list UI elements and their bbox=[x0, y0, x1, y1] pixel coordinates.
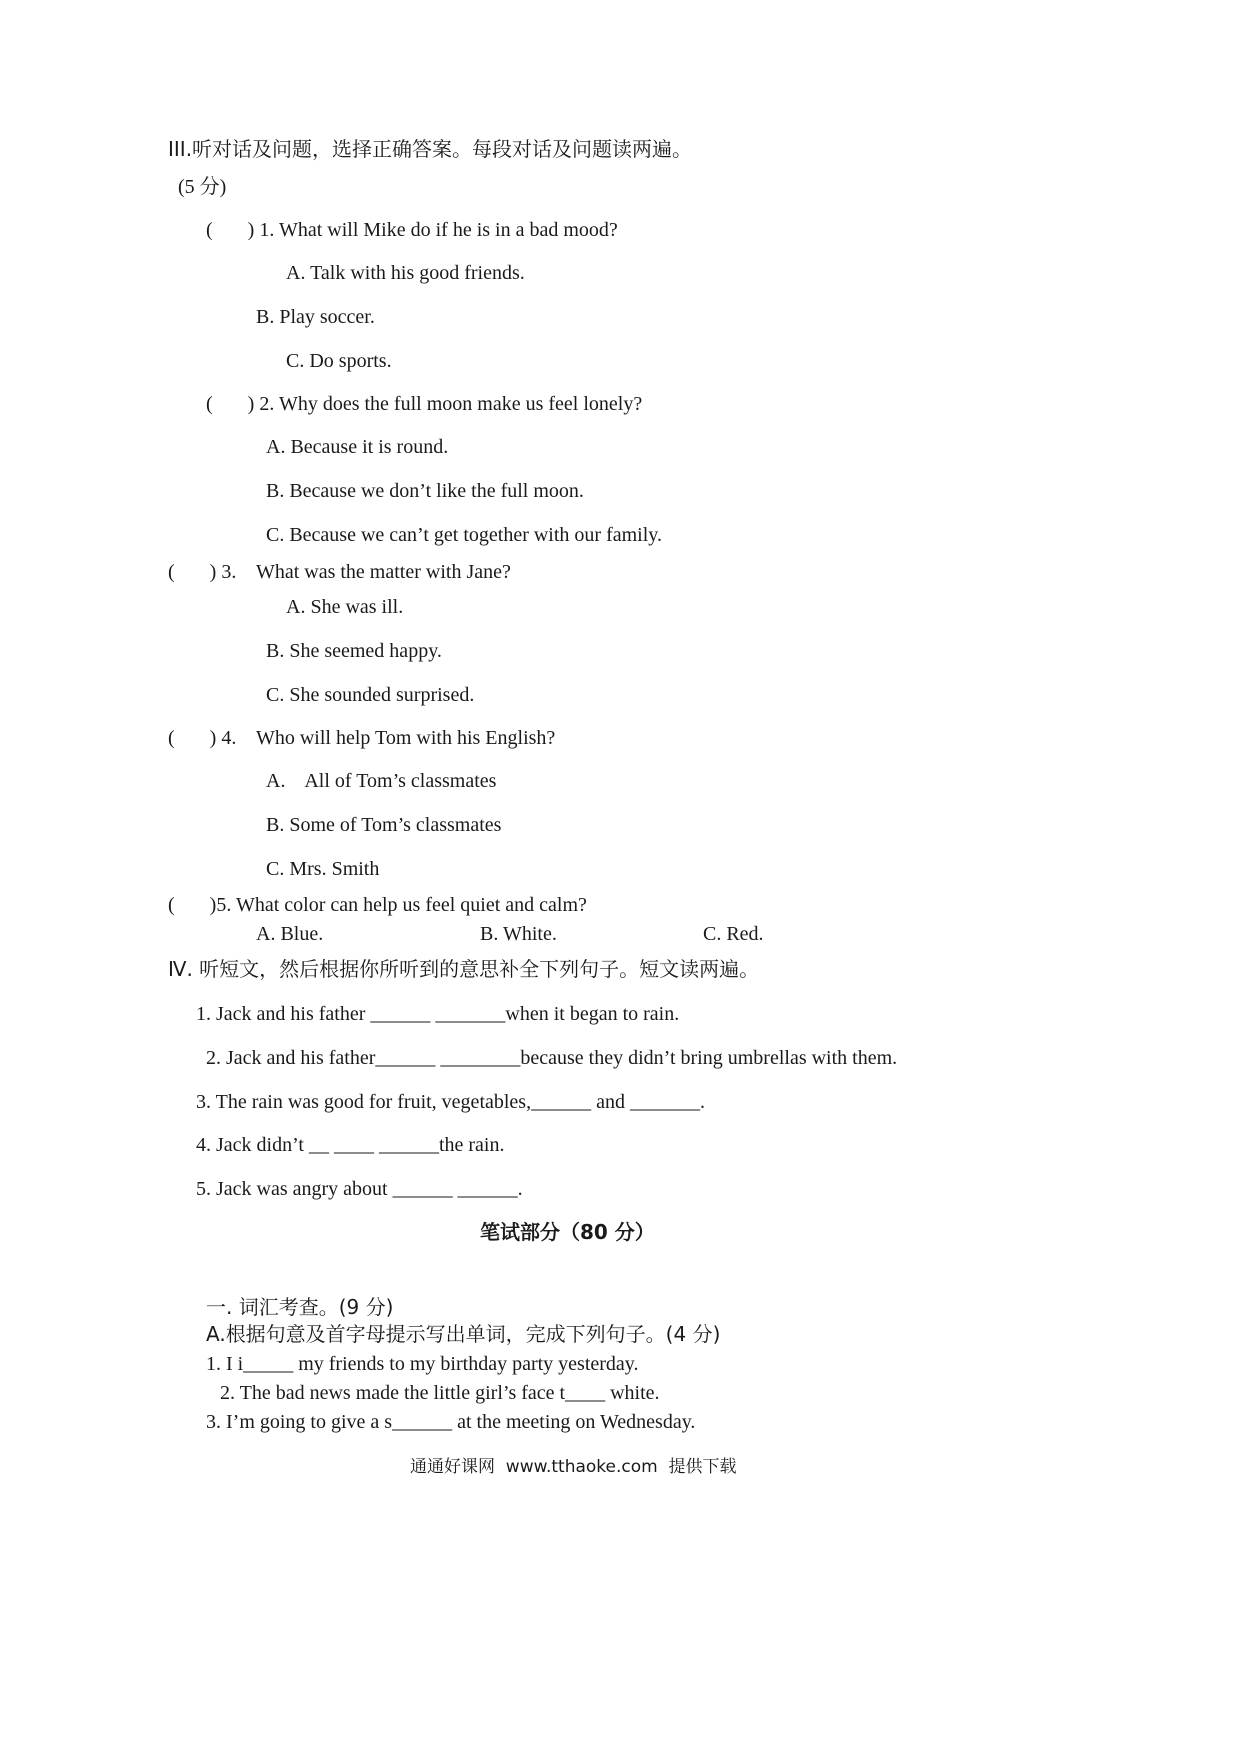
section-4-title: Ⅳ. 听短文，然后根据你所听到的意思补全下列句子。短文读两遍。 bbox=[168, 957, 760, 981]
vocabulary-sentence-2: 2. The bad news made the little girl’s face t____ white. bbox=[220, 1382, 660, 1404]
question-3-option-c: C. She sounded surprised. bbox=[266, 684, 475, 706]
question-5-option-a: A. Blue. bbox=[256, 923, 324, 945]
question-5-option-c: C. Red. bbox=[703, 923, 764, 945]
question-3-option-a: A. She was ill. bbox=[286, 596, 404, 618]
fill-sentence-1: 1. Jack and his father ______ _______when it began to rain. bbox=[196, 1003, 680, 1025]
fill-sentence-5: 5. Jack was angry about ______ ______. bbox=[196, 1178, 523, 1200]
vocabulary-part-title: 一. 词汇考查。(9 分) bbox=[206, 1295, 394, 1319]
question-1-option-a: A. Talk with his good friends. bbox=[286, 262, 525, 284]
fill-sentence-3: 3. The rain was good for fruit, vegetables,______ and _______. bbox=[196, 1091, 705, 1113]
question-5-stem: ( )5. What color can help us feel quiet and calm? bbox=[168, 894, 587, 916]
question-1-option-b: B. Play soccer. bbox=[256, 306, 375, 328]
question-2-stem: ( ) 2. Why does the full moon make us feel lonely? bbox=[206, 393, 643, 415]
question-4-option-a: A. All of Tom’s classmates bbox=[266, 770, 497, 792]
question-3-option-b: B. She seemed happy. bbox=[266, 640, 442, 662]
written-part-heading: 笔试部分（80 分） bbox=[480, 1220, 655, 1244]
question-1-option-c: C. Do sports. bbox=[286, 350, 392, 372]
vocabulary-part-a-instructions: A.根据句意及首字母提示写出单词，完成下列句子。(4 分) bbox=[206, 1322, 721, 1346]
question-2-option-c: C. Because we can’t get together with our family. bbox=[266, 524, 662, 546]
question-4-stem: ( ) 4. Who will help Tom with his English? bbox=[168, 727, 556, 749]
question-1-stem: ( ) 1. What will Mike do if he is in a bad mood? bbox=[206, 219, 618, 241]
question-4-option-b: B. Some of Tom’s classmates bbox=[266, 814, 502, 836]
question-3-stem: ( ) 3. What was the matter with Jane? bbox=[168, 561, 511, 583]
question-5-option-b: B. White. bbox=[480, 923, 557, 945]
question-2-option-b: B. Because we don’t like the full moon. bbox=[266, 480, 584, 502]
question-4-option-c: C. Mrs. Smith bbox=[266, 858, 380, 880]
footer-source: 通通好课网 www.tthaoke.com 提供下载 bbox=[410, 1457, 737, 1477]
question-2-option-a: A. Because it is round. bbox=[266, 436, 449, 458]
fill-sentence-4: 4. Jack didn’t __ ____ ______the rain. bbox=[196, 1134, 505, 1156]
vocabulary-sentence-1: 1. I i_____ my friends to my birthday party yesterday. bbox=[206, 1353, 639, 1375]
section-3-score: (5 分) bbox=[178, 176, 227, 198]
fill-sentence-2: 2. Jack and his father______ ________because they didn’t bring umbrellas with them. bbox=[206, 1047, 898, 1069]
section-3-title: III.听对话及问题，选择正确答案。每段对话及问题读两遍。 bbox=[168, 137, 693, 161]
vocabulary-sentence-3: 3. I’m going to give a s______ at the meeting on Wednesday. bbox=[206, 1411, 696, 1433]
